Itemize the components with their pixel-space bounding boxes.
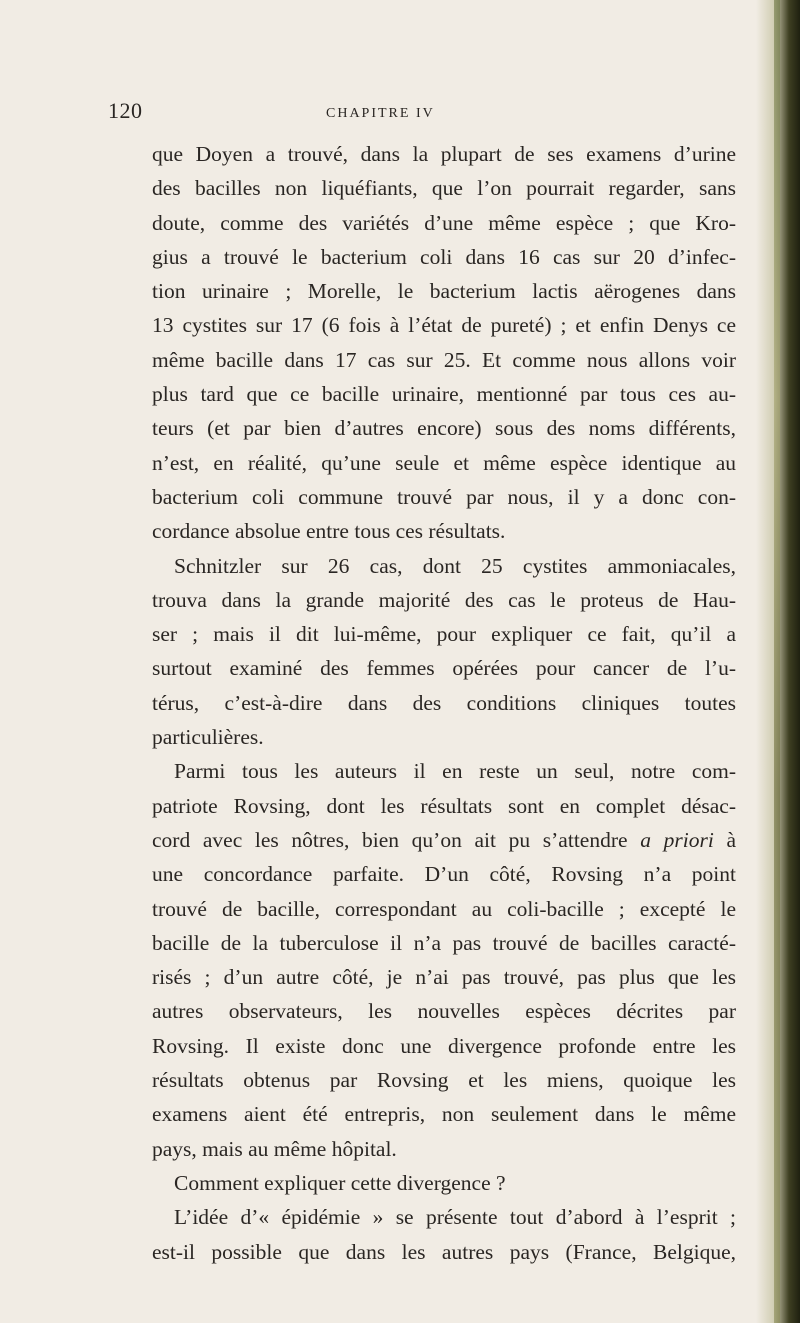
text-line: particulières. [152, 725, 264, 750]
text-segment: cord avec les nôtres, bien qu’on ait pu s’attendre [152, 827, 641, 852]
page-edge-shadow [756, 0, 800, 1323]
text-line [152, 823, 736, 857]
text-line: Schnitzler sur 26 cas, dont 25 cystites ammoniacales, [174, 553, 736, 578]
text-line: pays, mais au même hôpital. [152, 1136, 397, 1161]
text-line: Comment expliquer cette divergence ? [174, 1170, 506, 1195]
text-line: bacterium coli commune trouvé par nous, il y a donc con- [152, 484, 736, 509]
text-line: térus, c’est-à-dire dans des conditions cliniques toutes [152, 690, 736, 715]
text-segment: à [713, 827, 736, 852]
text-line: teurs (et par bien d’autres encore) sous des noms différents, [152, 416, 736, 441]
text-line: autres observateurs, les nouvelles espèces décrites par [152, 999, 736, 1024]
text-line: n’est, en réalité, qu’une seule et même espèce identique au [152, 450, 736, 475]
text-line: même bacille dans 17 cas sur 25. Et comme nous allons voir [152, 347, 736, 372]
text-line: Parmi tous les auteurs il en reste un seul, notre com- [174, 759, 736, 784]
text-line: que Doyen a trouvé, dans la plupart de ses examens d’urine [152, 142, 736, 166]
text-line: examens aient été entrepris, non seulement dans le même [152, 1102, 736, 1127]
italic-phrase: a priori [640, 827, 714, 852]
page-number: 120 [108, 98, 143, 123]
text-line: surtout examiné des femmes opérées pour cancer de l’u- [152, 656, 736, 681]
text-line: L’idée d’« épidémie » se présente tout d’abord à l’esprit ; [174, 1205, 736, 1230]
text-line: patriote Rovsing, dont les résultats sont en complet désac- [152, 793, 736, 818]
text-line: cordance absolue entre tous ces résultats. [152, 519, 506, 544]
text-line: une concordance parfaite. D’un côté, Rovsing n’a point [152, 862, 736, 887]
text-line: des bacilles non liquéfiants, que l’on pourrait regarder, sans [152, 176, 736, 201]
text-line: résultats obtenus par Rovsing et les miens, quoique les [152, 1068, 736, 1093]
text-line: Rovsing. Il existe donc une divergence profonde entre les [152, 1033, 736, 1058]
text-line: 13 cystites sur 17 (6 fois à l’état de pureté) ; et enfin Denys ce [152, 313, 736, 338]
text-line: gius a trouvé le bacterium coli dans 16 cas sur 20 d’infec- [152, 244, 736, 269]
text-line: trouva dans la grande majorité des cas le proteus de Hau- [152, 587, 736, 612]
text-line: bacille de la tuberculose il n’a pas trouvé de bacilles caracté- [152, 930, 736, 955]
text-line: doute, comme des variétés d’une même espèce ; que Kro- [152, 210, 736, 235]
text-line: tion urinaire ; Morelle, le bacterium lactis aërogenes dans [152, 279, 736, 304]
text-line: est-il possible que dans les autres pays (France, Belgique, [152, 1239, 736, 1264]
text-line: plus tard que ce bacille urinaire, mentionné par tous ces au- [152, 382, 736, 407]
text-line: trouvé de bacille, correspondant au coli-bacille ; excepté le [152, 896, 736, 921]
body-text [152, 137, 736, 1269]
running-head: CHAPITRE IV [326, 106, 435, 121]
text-line: risés ; d’un autre côté, je n’ai pas trouvé, pas plus que les [152, 965, 736, 990]
text-line: ser ; mais il dit lui-même, pour expliquer ce fait, qu’il a [152, 622, 736, 647]
